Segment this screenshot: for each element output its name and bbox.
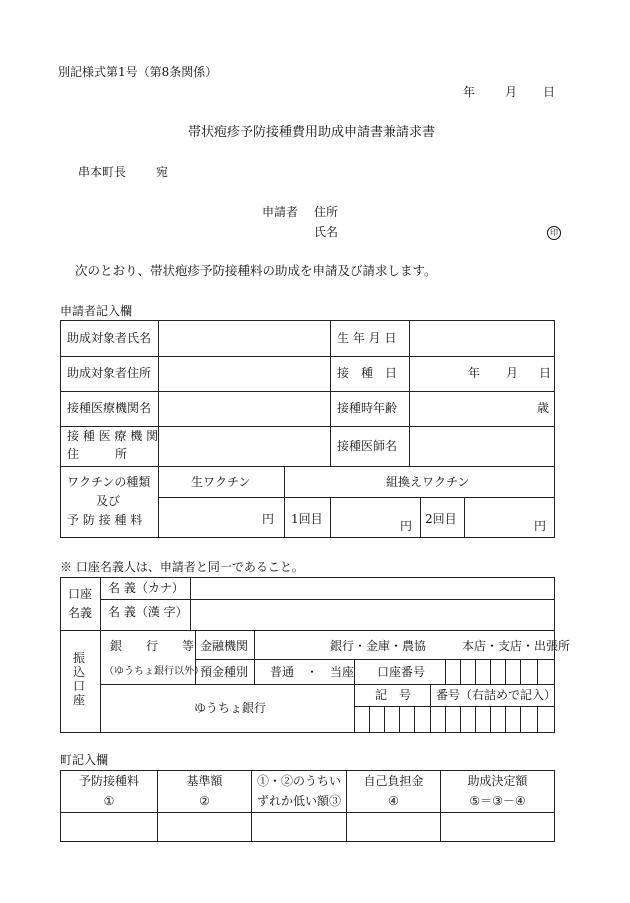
vacc-day-label: 日 — [539, 366, 552, 380]
recombinant-vaccine-label: 組換えワクチン — [386, 475, 470, 489]
col-copay-line1: 自己負担金 — [363, 774, 424, 788]
vaccine-type-label-2: 及び — [96, 494, 121, 508]
kanji-name-field[interactable] — [191, 600, 553, 629]
account-holder-label-2: 名義 — [68, 606, 93, 620]
dose1-fee-field[interactable] — [331, 498, 419, 536]
applicant-name-label: 氏名 — [314, 225, 339, 239]
vaccination-age-label: 接種時年齢 — [337, 401, 398, 415]
town-copay-field[interactable] — [347, 813, 439, 840]
deposit-type-label: 預金種別 — [200, 665, 249, 679]
date-day-label: 日 — [543, 85, 556, 99]
subject-name-label: 助成対象者氏名 — [67, 331, 152, 345]
form-title: 帯状疱疹予防接種費用助成申請書兼請求書 — [188, 125, 436, 140]
branch-types[interactable]: 本店・支店・出張所 — [462, 639, 571, 653]
account-number-label: 口座番号 — [377, 665, 426, 679]
town-lower-field[interactable] — [252, 813, 345, 840]
transfer-label-1: 振 — [73, 651, 86, 665]
birth-date-field[interactable] — [410, 321, 553, 355]
addressee-suffix: 宛 — [156, 165, 169, 179]
account-holder-label-1: 口座 — [68, 587, 93, 601]
subject-address-field[interactable] — [159, 357, 329, 390]
col-base-line1: 基準額 — [186, 774, 223, 788]
institution-name-field[interactable] — [159, 392, 329, 425]
col-copay-line2: ④ — [388, 794, 399, 808]
kana-name-field[interactable] — [191, 578, 553, 598]
account-note: ※ 口座名義人は、申請者と同一であること。 — [60, 560, 304, 574]
dose2-label: 2回目 — [425, 512, 457, 526]
applicant-address-label: 住所 — [314, 205, 339, 219]
institution-address-label-2: 住 所 — [67, 447, 128, 461]
town-grant-field[interactable] — [441, 813, 553, 840]
kana-name-label: 名 義（カナ） — [108, 581, 184, 595]
dose2-yen-label: 円 — [534, 519, 547, 533]
subject-address-label: 助成対象者住所 — [67, 366, 152, 380]
seal-mark: 印 — [547, 226, 561, 240]
vaccine-type-label-1: ワクチンの種類 — [67, 475, 151, 489]
dose1-label: 1回目 — [291, 512, 323, 526]
col-fee-line1: 予防接種料 — [78, 774, 139, 788]
birth-date-label: 生 年 月 日 — [337, 331, 397, 345]
live-vaccine-fee-field[interactable] — [159, 498, 283, 536]
live-yen-label: 円 — [262, 512, 275, 526]
col-base-line2: ② — [199, 794, 210, 808]
form-number: 別記様式第1号（第8条関係） — [58, 65, 218, 79]
col-lower-line1: ①・②のうちい — [256, 774, 341, 788]
vaccine-type-label-3: 予 防 接 種 料 — [67, 513, 143, 527]
col-lower-line2: ずれか低い額③ — [256, 794, 341, 808]
institution-types[interactable]: 銀行・金庫・農協 — [330, 639, 427, 653]
vacc-month-label: 月 — [506, 366, 519, 380]
dose2-fee-field[interactable] — [465, 498, 553, 536]
town-section-heading: 町記入欄 — [60, 753, 109, 767]
symbol-label: 記 号 — [375, 688, 412, 702]
date-year-label: 年 — [463, 85, 476, 99]
town-fee-field[interactable] — [61, 813, 156, 840]
subject-name-field[interactable] — [159, 321, 329, 355]
transfer-label-4: 座 — [73, 693, 86, 707]
intro-text: 次のとおり、帯状疱疹予防接種料の助成を申請及び請求します。 — [75, 263, 437, 278]
col-grant-line1: 助成決定額 — [467, 774, 528, 788]
town-base-field[interactable] — [158, 813, 250, 840]
transfer-label-3: 口 — [73, 679, 86, 693]
doctor-name-field[interactable] — [410, 427, 553, 465]
institution-address-label-1: 接 種 医 療 機 関 — [67, 429, 159, 443]
applicant-label: 申請者 — [262, 205, 299, 219]
vaccination-date-label: 接 種 日 — [337, 366, 398, 380]
institution-address-field[interactable] — [159, 427, 329, 465]
yucho-bank-label: ゆうちょ銀行 — [194, 701, 267, 715]
addressee: 串本町長 — [78, 165, 127, 179]
col-fee-line2: ① — [103, 794, 115, 808]
doctor-name-label: 接種医師名 — [337, 439, 398, 453]
age-unit-label: 歳 — [537, 401, 550, 415]
number-label: 番号（右詰めで記入） — [436, 688, 557, 702]
kanji-name-label: 名 義（漢 字） — [108, 605, 188, 619]
institution-name-label: 接種医療機関名 — [67, 401, 152, 415]
dose1-yen-label: 円 — [400, 519, 413, 533]
financial-institution-label: 金融機関 — [200, 639, 249, 653]
date-month-label: 月 — [505, 85, 518, 99]
bank-excl-label: （ゆうちょ銀行以外） — [104, 666, 204, 677]
live-vaccine-label: 生ワクチン — [191, 475, 251, 489]
deposit-options[interactable]: 普通 ・ 当座 — [270, 665, 355, 679]
applicant-section-heading: 申請者記入欄 — [60, 304, 133, 318]
transfer-label-2: 込 — [73, 665, 86, 679]
vacc-year-label: 年 — [468, 366, 481, 380]
bank-type-label: 銀 行 等 — [110, 639, 195, 653]
col-grant-line2: ⑤＝③－④ — [469, 794, 526, 808]
